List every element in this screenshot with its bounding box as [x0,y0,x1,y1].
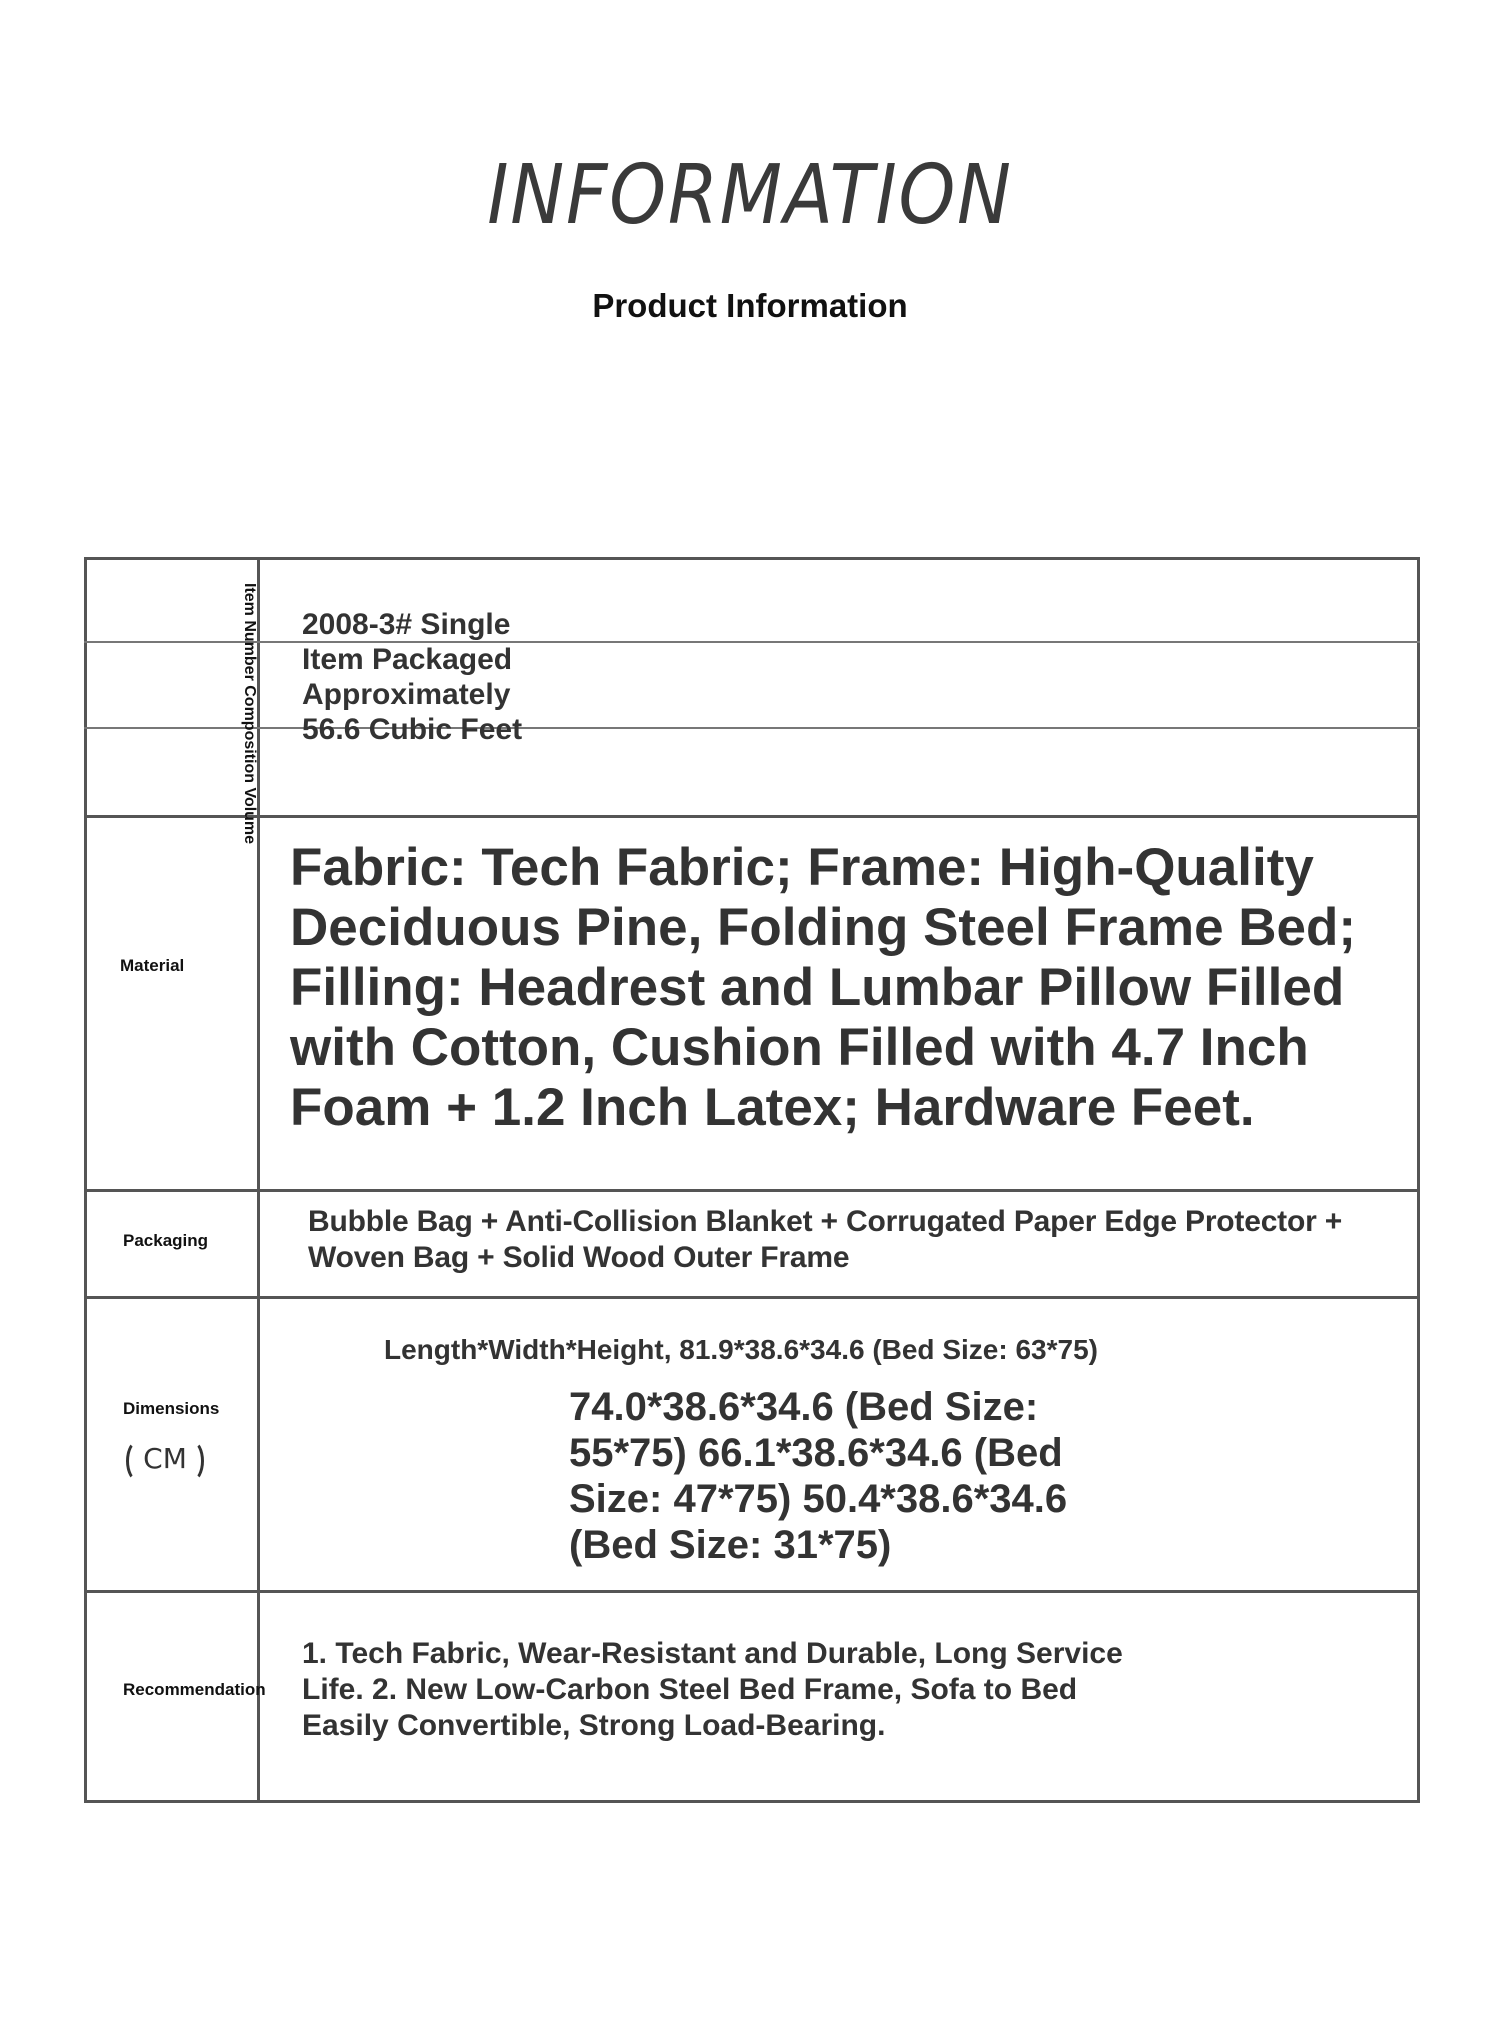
row-divider [84,1189,1420,1192]
row-divider [84,815,1420,818]
packaging-value: Bubble Bag + Anti-Collision Blanket + Corrugated Paper Edge Protector + Woven Bag + Solid Wood Outer Frame [308,1205,1343,1274]
item-label: Item Number Composition Volume [241,583,258,845]
table-border-left [84,557,87,1803]
material-value: Fabric: Tech Fabric; Frame: High-Quality Deciduous Pine, Folding Steel Frame Bed; Filling: Headrest and Lumbar Pillow Filled with Cotton, Cushion Filled with 4.7 Inch Foam + 1.2 Inch Latex; Hardware Feet. [290,838,1357,1137]
page-subtitle: Product Information [592,287,908,324]
packaging-label: Packaging [123,1231,209,1250]
dimensions-label: Dimensions [123,1399,220,1418]
recommendation-value: 1. Tech Fabric, Wear-Resistant and Durable, Long Service Life. 2. New Low-Carbon Steel Bed Frame, Sofa to Bed Easily Convertible, Strong Load-Bearing. [302,1637,1123,1742]
table-border-right [1417,557,1420,1803]
item-row-line [84,727,1420,729]
recommendation-label: Recommendation [123,1680,266,1699]
item-value: 2008-3# Single Item Packaged Approximately 56.6 Cubic Feet [302,608,523,746]
page-heading: INFORMATION [487,148,1013,243]
table-border-top [84,557,1420,560]
cm-unit-badge: CM [126,1438,204,1478]
dimensions-sizes: 74.0*38.6*34.6 (Bed Size: 55*75) 66.1*38.6*34.6 (Bed Size: 47*75) 50.4*38.6*34.6 (Bed Size: 31*75) [569,1385,1068,1567]
row-divider [84,1590,1420,1593]
material-label: Material [120,956,185,975]
dimensions-line: Length*Width*Height, 81.9*38.6*34.6 (Bed Size: 63*75) [384,1334,1098,1365]
table-border-bottom [84,1800,1420,1803]
item-row-line [84,641,1420,643]
row-divider [84,1296,1420,1299]
